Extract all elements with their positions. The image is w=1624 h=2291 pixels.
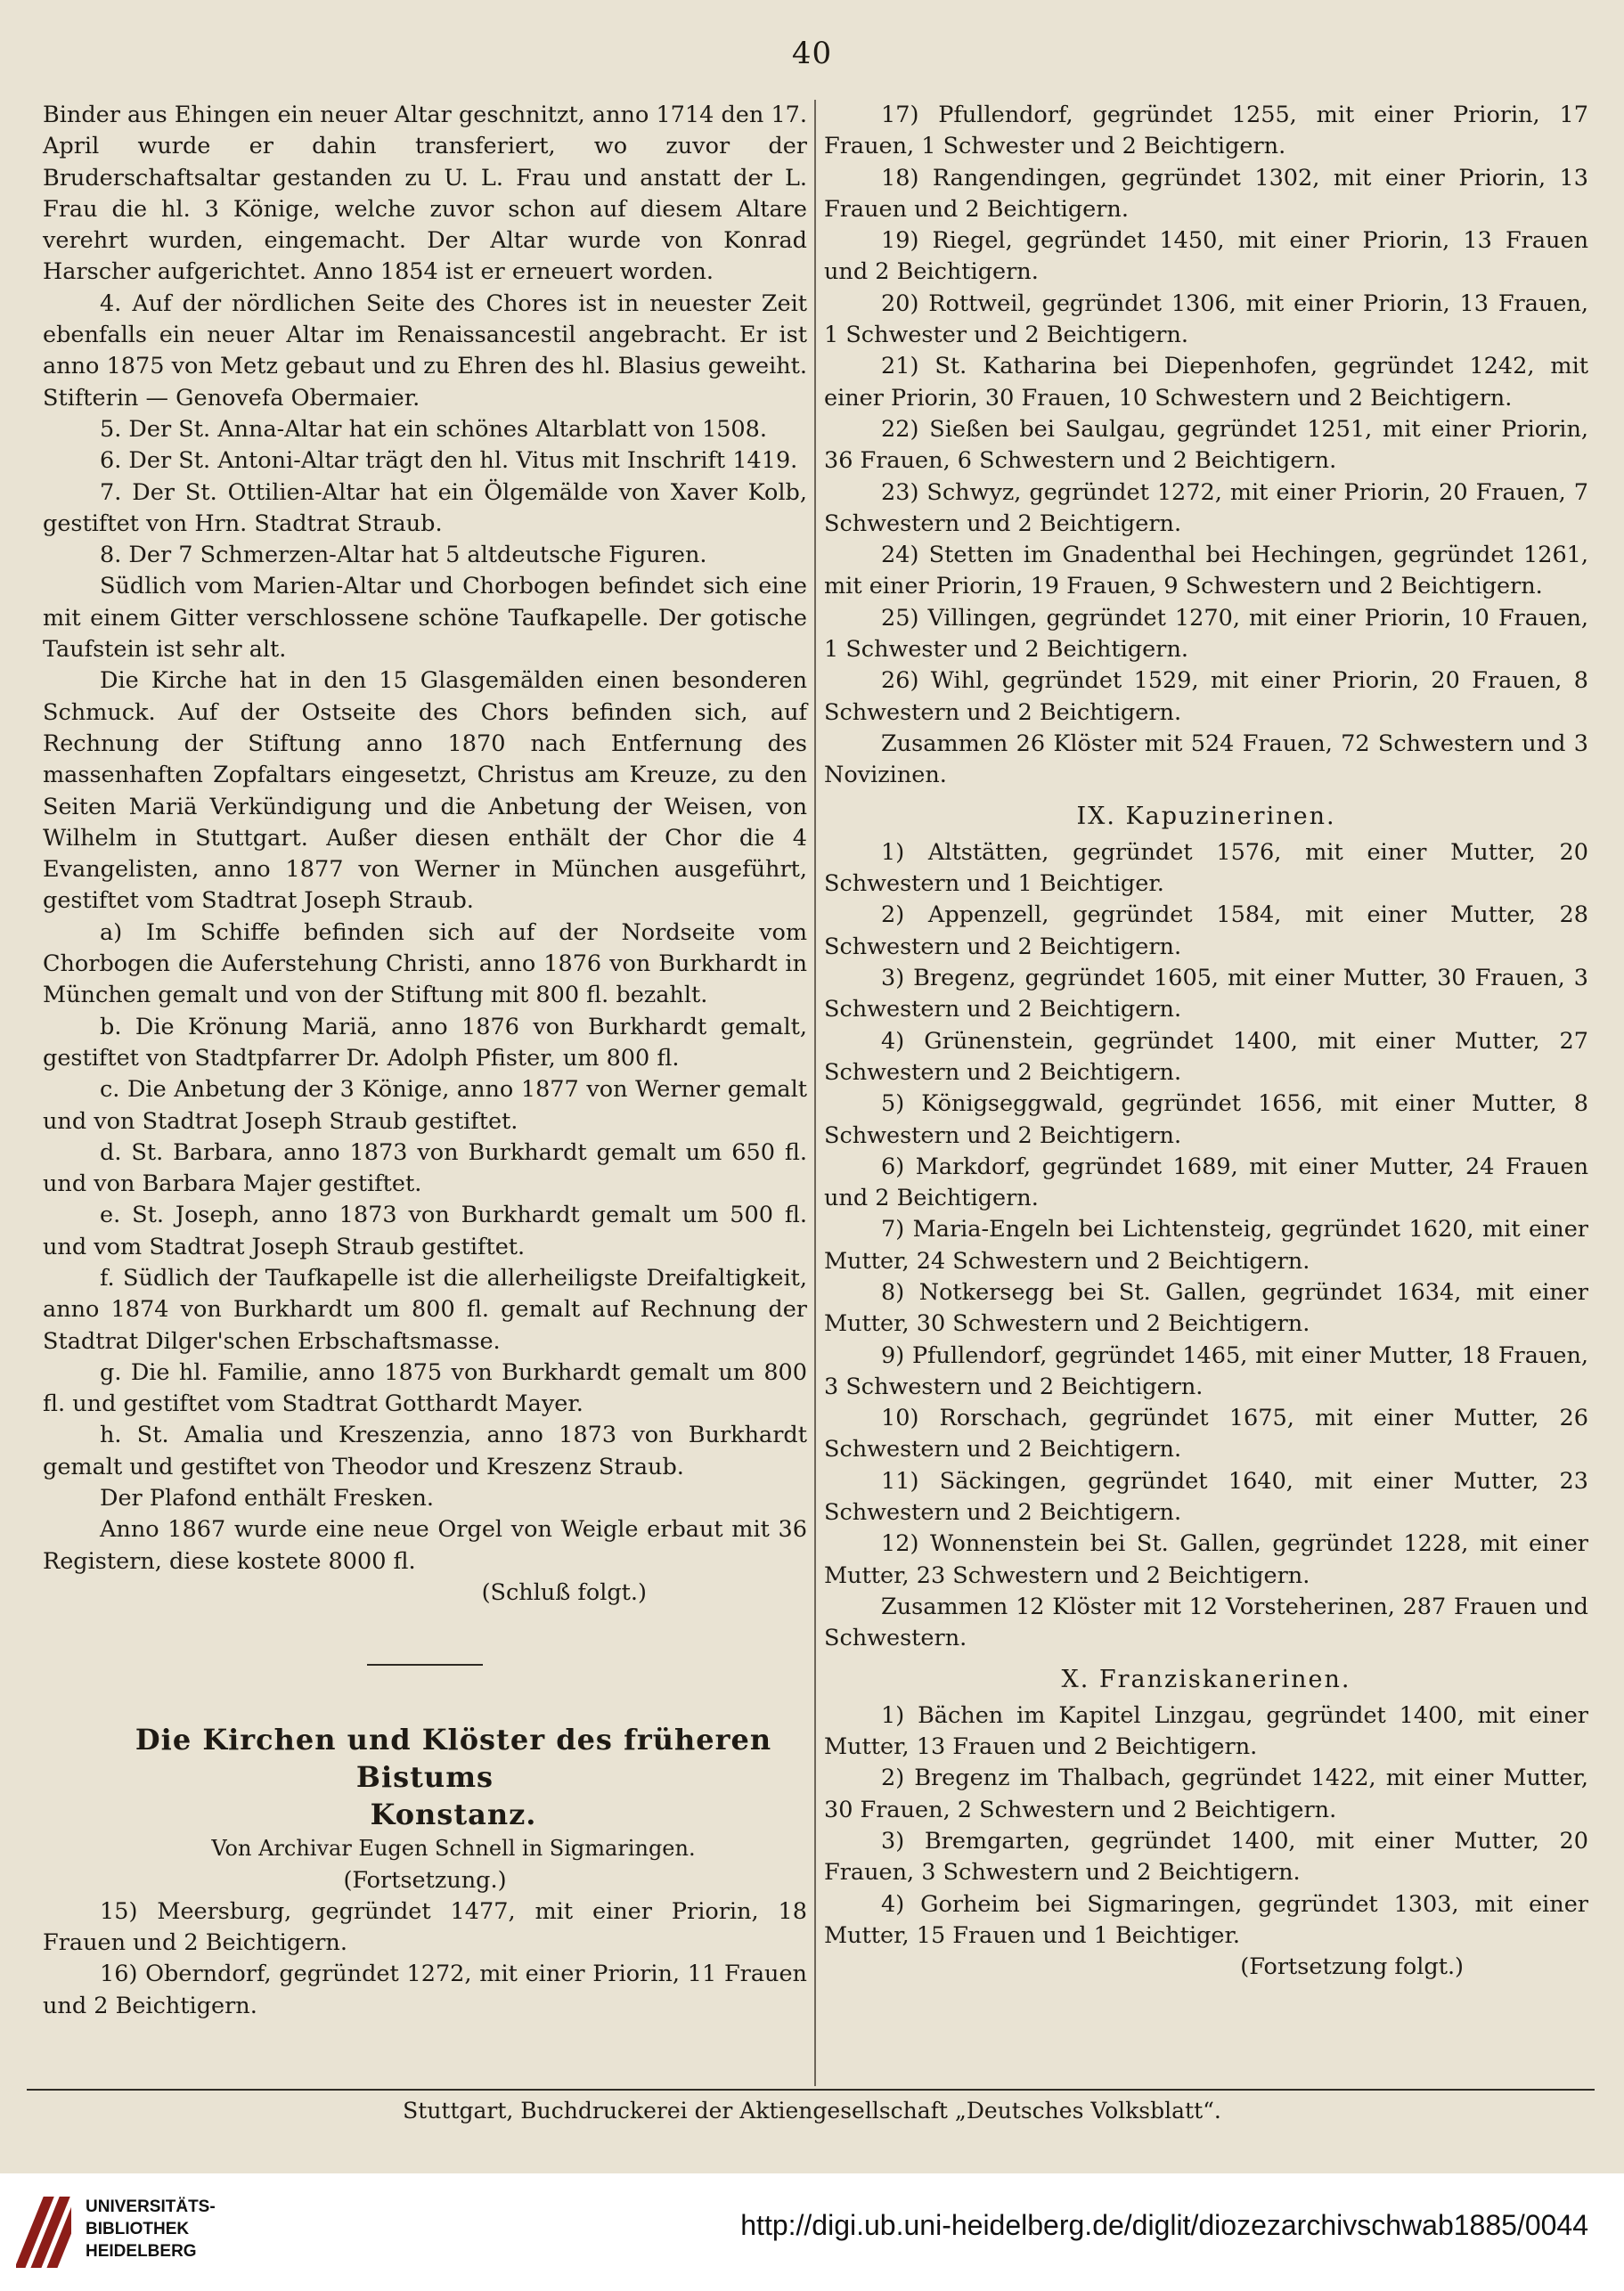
list-item: Zusammen 12 Klöster mit 12 Vorsteherinen, 287 Frauen und Schwestern. [824,1593,1588,1652]
list-item: 10) Rorschach, gegründet 1675, mit einer Mutter, 26 Schwestern und 2 Beichtigern. [824,1405,1588,1463]
list-item: 17) Pfullendorf, gegründet 1255, mit einer Priorin, 17 Frauen, 1 Schwester und 2 Beichtigern. [824,102,1588,160]
paragraph: 8. Der 7 Schmerzen-Altar hat 5 altdeutsche Figuren. [100,542,707,569]
article-author: Von Archivar Eugen Schnell in Sigmaringen. [211,1836,696,1862]
separator-rule [367,1664,483,1666]
entries-franziskanerinen [824,1700,1588,1952]
article-title-line2: Konstanz. [370,1798,537,1832]
list-item: 6) Markdorf, gegründet 1689, mit einer Mutter, 24 Frauen und 2 Beichtigern. [824,1153,1588,1212]
list-item: 4) Grünenstein, gegründet 1400, mit einer Mutter, 27 Schwestern und 2 Beichtigern. [824,1027,1588,1086]
library-logo-icon [16,2189,71,2275]
paragraph: d. St. Barbara, anno 1873 von Burkhardt gemalt um 650 fl. und von Barbara Majer gestiftet. [43,1138,807,1198]
list-item: 2) Bregenz im Thalbach, gegründet 1422, mit einer Mutter, 30 Frauen, 2 Schwestern und 2 Beichtigern. [824,1765,1588,1823]
paragraph: g. Die hl. Familie, anno 1875 von Burkhardt gemalt um 800 fl. und gestiftet vom Stadtrat Gotthardt Mayer. [43,1358,807,1418]
paragraph: Der Plafond enthält Fresken. [100,1485,435,1512]
list-item: 2) Appenzell, gegründet 1584, mit einer Mutter, 28 Schwestern und 2 Beichtigern. [824,901,1588,960]
entries-kapuzinerinen [824,837,1588,1655]
library-name-line3: HEIDELBERG [86,2242,197,2261]
paragraph: a) Im Schiffe befinden sich auf der Nordseite vom Chorbogen die Auferstehung Christi, anno 1876 von Burkhardt in München gemalt und von der Stiftung mit 800 fl. bezahlt. [43,918,807,1009]
list-item: 9) Pfullendorf, gegründet 1465, mit einer Mutter, 18 Frauen, 3 Schwestern und 2 Beichtigern. [824,1341,1588,1400]
paragraph: Binder aus Ehingen ein neuer Altar geschnitzt, anno 1714 den 17. April wurde er dahin transferiert, wo zuvor der Bruderschaftsaltar gestanden zu U. L. Frau und anstatt der L. Frau die hl. 3 Könige, welche zuvor schon auf diesem Altare verehrt wurden, eingemacht. Der Altar wurde von Konrad Harscher aufgerichtet. Anno 1854 ist er erneuert worden. [43,102,807,286]
article-entries [43,1896,807,2022]
library-name-line1: UNIVERSITÄTS- [86,2197,216,2216]
paragraph: 6. Der St. Antoni-Altar trägt den hl. Vitus mit Inschrift 1419. [100,447,798,475]
paragraph: 5. Der St. Anna-Altar hat ein schönes Altarblatt von 1508. [100,415,767,443]
list-item: 7) Maria-Engeln bei Lichtensteig, gegründet 1620, mit einer Mutter, 24 Schwestern und 2 Beichtigern. [824,1216,1588,1275]
heading-franziskanerinen: X. Franziskanerinen. [1061,1665,1351,1693]
paragraph: c. Die Anbetung der 3 Könige, anno 1877 von Werner gemalt und von Stadtrat Joseph Straub gestiftet. [43,1076,807,1135]
list-item: 22) Sießen bei Saulgau, gegründet 1251, mit einer Priorin, 36 Frauen, 6 Schwestern und 2 Beichtigern. [824,415,1588,475]
list-item: 16) Oberndorf, gegründet 1272, mit einer Priorin, 11 Frauen und 2 Beichtigern. [43,1961,807,2019]
closing-note-left: (Schluß folgt.) [481,1578,647,1606]
list-item: 1) Altstätten, gegründet 1576, mit einer Mutter, 20 Schwestern und 1 Beichtiger. [824,838,1588,898]
paragraph: Südlich vom Marien-Altar und Chorbogen befindet sich eine mit einem Gitter verschlossene schöne Taufkapelle. Der gotische Taufstein ist sehr alt. [43,573,807,664]
list-item: 3) Bremgarten, gegründet 1400, mit einer Mutter, 20 Frauen, 3 Schwestern und 2 Beichtigern. [824,1828,1588,1887]
list-item: 4) Gorheim bei Sigmaringen, gegründet 1303, mit einer Mutter, 15 Frauen und 1 Beichtiger. [824,1890,1588,1949]
list-item: 23) Schwyz, gegründet 1272, mit einer Priorin, 20 Frauen, 7 Schwestern und 2 Beichtigern. [824,478,1588,537]
article-continuation: (Fortsetzung.) [343,1866,507,1894]
column-divider [814,100,816,2086]
list-item: 8) Notkersegg bei St. Gallen, gegründet 1634, mit einer Mutter, 30 Schwestern und 2 Beichtigern. [824,1278,1588,1338]
list-item: 20) Rottweil, gegründet 1306, mit einer Priorin, 13 Frauen, 1 Schwester und 2 Beichtigern. [824,289,1588,349]
closing-note-right: (Fortsetzung folgt.) [1240,1953,1464,1981]
list-item: 25) Villingen, gegründet 1270, mit einer Priorin, 10 Frauen, 1 Schwester und 2 Beichtigern. [824,604,1588,664]
list-item: 5) Königseggwald, gegründet 1656, mit einer Mutter, 8 Schwestern und 2 Beichtigern. [824,1090,1588,1149]
left-column [43,100,807,2022]
list-item: 15) Meersburg, gegründet 1477, mit einer Priorin, 18 Frauen und 2 Beichtigern. [43,1897,807,1957]
library-name [86,2196,216,2262]
list-item: 21) St. Katharina bei Diepenhofen, gegründet 1242, mit einer Priorin, 30 Frauen, 10 Schwestern und 2 Beichtigern. [824,353,1588,412]
list-item: 3) Bregenz, gegründet 1605, mit einer Mutter, 30 Frauen, 3 Schwestern und 2 Beichtigern. [824,965,1588,1023]
paragraph: h. St. Amalia und Kreszenzia, anno 1873 von Burkhardt gemalt und gestiftet von Theodor und Kreszenz Straub. [43,1422,807,1480]
paragraph: b. Die Krönung Mariä, anno 1876 von Burkhardt gemalt, gestiftet von Stadtpfarrer Dr. Adolph Pfister, um 800 fl. [43,1013,807,1072]
paragraph: 7. Der St. Ottilien-Altar hat ein Ölgemälde von Xaver Kolb, gestiftet von Hrn. Stadtrat Straub. [43,478,807,537]
list-item: 1) Bächen im Kapitel Linzgau, gegründet 1400, mit einer Mutter, 13 Frauen und 2 Beichtigern. [824,1701,1588,1761]
paragraph: Die Kirche hat in den 15 Glasgemälden einen besonderen Schmuck. Auf der Ostseite des Chors befinden sich, auf Rechnung der Stiftung anno 1870 nach Entfernung des massenhaften Zopfaltars eingesetzt, Christus am Kreuze, zu den Seiten Mariä Verkündigung und die Anbetung der Weisen, von Wilhelm in Stuttgart. Außer diesen enthält der Chor die 4 Evangelisten, anno 1877 von Werner in München ausgeführt, gestiftet vom Stadtrat Joseph Straub. [43,667,807,915]
list-item: 12) Wonnenstein bei St. Gallen, gegründet 1228, mit einer Mutter, 23 Schwestern und 2 Beichtigern. [824,1530,1588,1589]
list-item: Zusammen 26 Klöster mit 524 Frauen, 72 Schwestern und 3 Novizinen. [824,730,1588,789]
paragraph: e. St. Joseph, anno 1873 von Burkhardt gemalt um 500 fl. und vom Stadtrat Joseph Straub gestiftet. [43,1202,807,1260]
page-number: 40 [791,36,833,71]
list-item: 24) Stetten im Gnadenthal bei Hechingen, gegründet 1261, mit einer Priorin, 19 Frauen, 9 Schwestern und 2 Beichtigern. [824,542,1588,600]
list-item: 18) Rangendingen, gegründet 1302, mit einer Priorin, 13 Frauen und 2 Beichtigern. [824,164,1588,223]
paragraph: 4. Auf der nördlichen Seite des Chores ist in neuester Zeit ebenfalls ein neuer Altar im Renaissancestil angebracht. Er ist anno 1875 von Metz gebaut und zu Ehren des hl. Blasius geweiht. Stifterin — Genovefa Obermaier. [43,289,807,412]
paragraph: f. Südlich der Taufkapelle ist die allerheiligste Dreifaltigkeit, anno 1874 von Burkhardt um 800 fl. gemalt auf Rechnung der Stadtrat Dilger'schen Erbschaftsmasse. [43,1264,807,1355]
source-url-link[interactable]: http://digi.ub.uni-heidelberg.de/diglit/diozezarchivschwab1885/0044 [740,2209,1588,2241]
printer-footer: Stuttgart, Buchdruckerei der Aktiengesellschaft „Deutsches Volksblatt“. [403,2098,1221,2124]
article-title: Die Kirchen und Klöster des früheren Bistums [135,1723,772,1795]
list-item: 11) Säckingen, gegründet 1640, mit einer Mutter, 23 Schwestern und 2 Beichtigern. [824,1467,1588,1527]
library-name-line2: BIBLIOTHEK [86,2220,190,2238]
list-item: 26) Wihl, gegründet 1529, mit einer Priorin, 20 Frauen, 8 Schwestern und 2 Beichtigern. [824,667,1588,726]
entries-dominican [824,100,1588,792]
footer-rule [27,2089,1595,2091]
list-item: 19) Riegel, gegründet 1450, mit einer Priorin, 13 Frauen und 2 Beichtigern. [824,227,1588,286]
left-column-paragraphs [43,100,807,1578]
paragraph: Anno 1867 wurde eine neue Orgel von Weigle erbaut mit 36 Registern, diese kostete 8000 fl. [43,1516,807,1575]
heading-kapuzinerinen: IX. Kapuzinerinen. [1076,802,1336,830]
right-column [824,100,1588,1984]
